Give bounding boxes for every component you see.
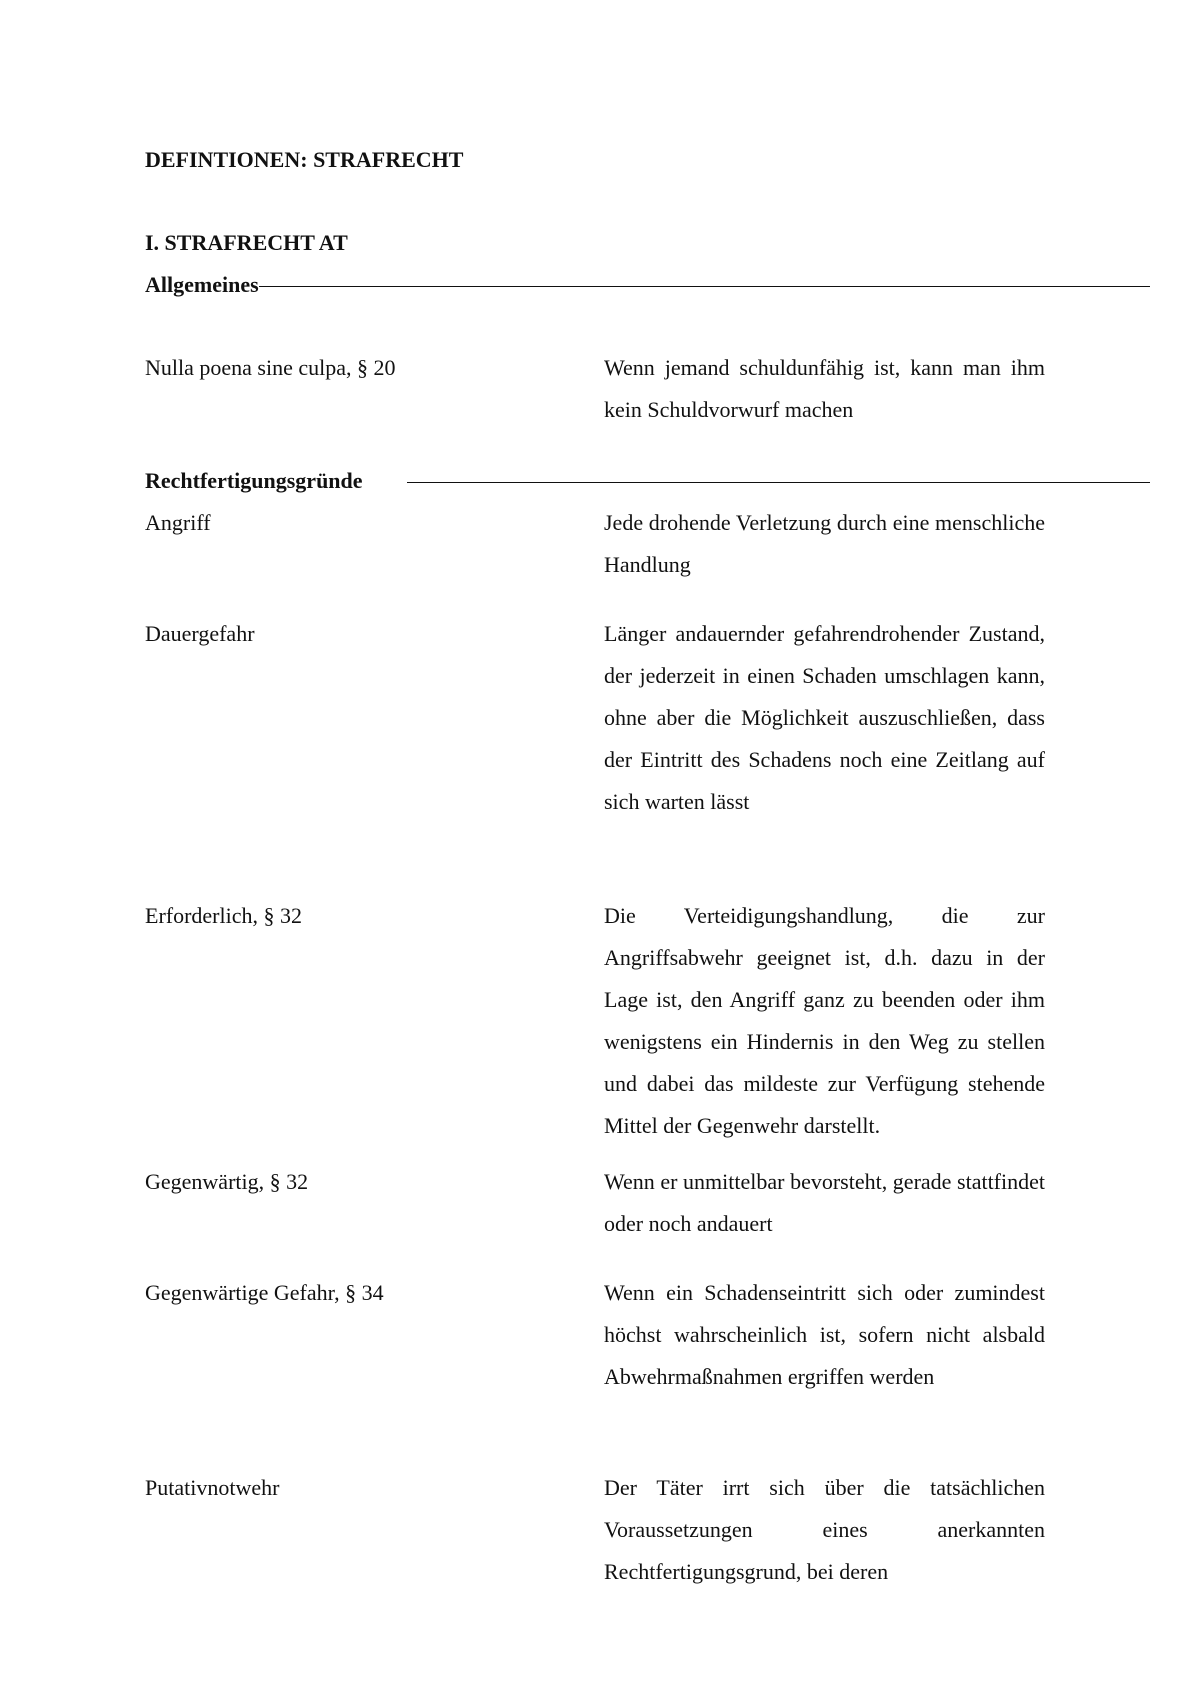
page-title: DEFINTIONEN: STRAFRECHT [145, 147, 464, 172]
entry-term: Gegenwärtig, § 32 [145, 1169, 309, 1194]
section-heading-allgemeines [145, 270, 1150, 300]
entry-definition: Wenn jemand schuldunfähig ist, kann man ihm kein Schuldvorwurf machen [604, 355, 1045, 422]
entry-definition: Wenn er unmittelbar bevorsteht, gerade stattfindet oder noch andauert [604, 1169, 1045, 1236]
section-label: Allgemeines [145, 272, 259, 297]
section-rule [259, 286, 1150, 287]
entry-term: Putativnotwehr [145, 1475, 280, 1500]
entry-definition: Die Verteidigungshandlung, die zur Angriffsabwehr geeignet ist, d.h. dazu in der Lage ist, den Angriff ganz zu beenden oder ihm wenigstens ein Hindernis in den Weg zu stellen und dabei das mildeste zur Verfügung stehende Mittel der Gegenwehr darstellt. [604, 903, 1045, 1138]
entry-definition: Der Täter irrt sich über die tatsächlichen Voraussetzungen eines anerkannten Rechtfertigungsgrund, bei deren [604, 1475, 1045, 1584]
section-rule [407, 482, 1150, 483]
entry-term: Angriff [145, 510, 211, 535]
entry-term: Gegenwärtige Gefahr, § 34 [145, 1280, 384, 1305]
section-heading-rechtfertigungsgruende [145, 466, 1150, 496]
section-label: Rechtfertigungsgründe [145, 468, 363, 493]
entry-definition: Wenn ein Schadenseintritt sich oder zumindest höchst wahrscheinlich ist, sofern nicht alsbald Abwehrmaßnahmen ergriffen werden [604, 1280, 1045, 1389]
part-title: I. STRAFRECHT AT [145, 230, 348, 255]
entry-definition: Länger andauernder gefahrendrohender Zustand, der jederzeit in einen Schaden umschlagen kann, ohne aber die Möglichkeit auszuschließen, dass der Eintritt des Schadens noch eine Zeitlang auf sich warten lässt [604, 621, 1045, 814]
entry-term: Nulla poena sine culpa, § 20 [145, 355, 396, 380]
entry-term: Erforderlich, § 32 [145, 903, 302, 928]
entry-definition: Jede drohende Verletzung durch eine menschliche Handlung [604, 510, 1045, 577]
entry-term: Dauergefahr [145, 621, 255, 646]
